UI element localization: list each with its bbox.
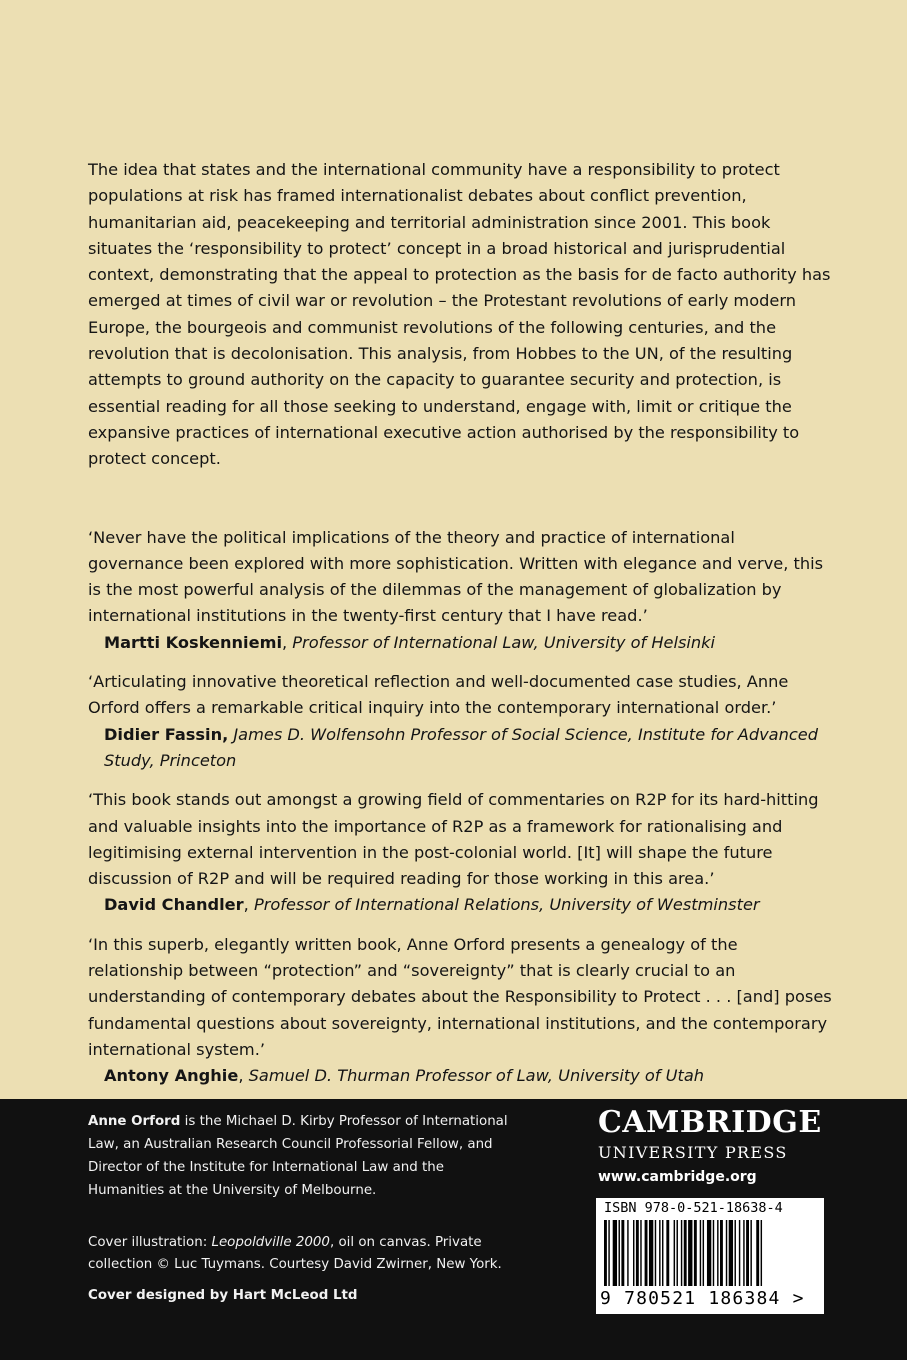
cover-artwork-title: Leopoldville 2000 <box>211 1235 330 1250</box>
barcode-bar <box>756 1220 759 1286</box>
quote-author: Martti Koskenniemi <box>104 632 282 652</box>
publisher-logo-name: CAMBRIDGE <box>598 1105 822 1140</box>
barcode-bar <box>613 1220 617 1286</box>
barcode-bars <box>602 1220 818 1288</box>
barcode-bar <box>608 1220 609 1286</box>
quote-separator: , <box>243 895 254 915</box>
quote-author-title: James D. Wolfensohn Professor of Social Science, Institute for Advanced Study, Princeton <box>104 724 818 770</box>
barcode-bar <box>633 1220 634 1286</box>
back-cover-text <box>88 157 833 1103</box>
cover-credit-prefix: Cover illustration: <box>88 1235 212 1250</box>
barcode-bar <box>707 1220 711 1286</box>
isbn-label: ISBN 978-0-521-18638-4 <box>604 1200 783 1216</box>
quote-separator: , <box>238 1066 249 1086</box>
barcode-bar <box>662 1220 663 1286</box>
quote-author: Didier Fassin, <box>104 724 229 744</box>
quote-separator: , <box>282 632 293 652</box>
barcode-bar <box>666 1220 669 1286</box>
barcode-bar <box>700 1220 701 1286</box>
barcode-bar <box>720 1220 723 1286</box>
cover-illustration-credit <box>88 1232 508 1276</box>
barcode-bar <box>627 1220 628 1286</box>
quote-author: Antony Anghie <box>104 1066 239 1086</box>
quote-text: ‘In this superb, elegantly written book, Anne Orford presents a genealogy of the relationship between “protection” and “sovereignty” that is clearly crucial to an understanding of contemporary debates about the Responsibility to Protect . . . [and] poses fundamental questions about sovereignty, international institutions, and the contemporary international system.’ <box>88 934 832 1059</box>
barcode-bar <box>688 1220 692 1286</box>
isbn-barcode <box>596 1198 824 1314</box>
quote-block <box>88 669 833 774</box>
author-name: Anne Orford <box>88 1114 181 1129</box>
quote-block <box>88 932 833 1090</box>
barcode-bar <box>717 1220 718 1286</box>
book-blurb: The idea that states and the international community have a responsibility to protect populations at risk has framed internationalist debates about conflict prevention, humanitarian aid, peacekeeping and territorial administration since 2001. This book situates the ‘responsibility to protect’ concept in a broad historical and jurisprudential context, demonstrating that the appeal to protection as the basis for de facto authority has emerged at times of civil war or revolution – the Protestant revolutions of early modern Europe, the bourgeois and communist revolutions of the following centuries, and the revolution that is decolonisation. This analysis, from Hobbes to the UN, of the resulting attempts to ground authority on the capacity to guarantee security and protection, is essential reading for all those seeking to understand, engage with, limit or critique the expansive practices of international executive action authorised by the responsibility to protect concept. <box>88 160 831 469</box>
barcode-bar <box>649 1220 653 1286</box>
barcode-bar <box>659 1220 660 1286</box>
barcode-bar <box>713 1220 714 1286</box>
barcode-bar <box>694 1220 697 1286</box>
barcode-bar <box>677 1220 678 1286</box>
quote-author: David Chandler <box>104 895 244 915</box>
barcode-bar <box>746 1220 749 1286</box>
barcode-bar <box>619 1220 620 1286</box>
publisher-logo-subtitle: UNIVERSITY PRESS <box>598 1143 788 1162</box>
cover-credit-rest: , oil on canvas. Private collection © Luc Tuymans. Courtesy David Zwirner, New York. <box>88 1235 502 1272</box>
author-bio-text: is the Michael D. Kirby Professor of International Law, an Australian Research Council Professorial Fellow, and Director of the Institute for International Law and the Humanities at the University of Melbourne. <box>88 1114 508 1198</box>
barcode-bar <box>681 1220 682 1286</box>
barcode-bar <box>645 1220 648 1286</box>
barcode-bar <box>703 1220 704 1286</box>
quote-author-title: Professor of International Relations, University of Westminster <box>253 895 760 915</box>
quote-author-title: Samuel D. Thurman Professor of Law, University of Utah <box>248 1066 705 1086</box>
publisher-url: www.cambridge.org <box>598 1169 757 1185</box>
barcode-bar <box>739 1220 740 1286</box>
barcode-bar <box>726 1220 727 1286</box>
quote-text: ‘This book stands out amongst a growing field of commentaries on R2P for its hard-hitting and valuable insights into the importance of R2P as a framework for rationalising and legitimising external intervention in the post-colonial world. [It] will shape the future discussion of R2P and will be required reading for those working in this area.’ <box>88 790 819 889</box>
barcode-bar <box>743 1220 744 1286</box>
barcode-bar <box>674 1220 675 1286</box>
cover-designer-credit: Cover designed by Hart McLeod Ltd <box>88 1288 358 1303</box>
quote-text: ‘Articulating innovative theoretical reflection and well-documented case studies, Anne Orford offers a remarkable critical inquiry into the contemporary international order.’ <box>88 672 789 718</box>
quote-attribution <box>104 722 833 775</box>
quote-author-title: Professor of International Law, University of Helsinki <box>292 632 716 652</box>
quote-attribution <box>104 892 833 918</box>
barcode-bar <box>750 1220 751 1286</box>
barcode-bar <box>729 1220 733 1286</box>
barcode-bar <box>761 1220 762 1286</box>
footer-band <box>0 1099 907 1360</box>
barcode-bar <box>640 1220 641 1286</box>
quote-attribution <box>104 1063 833 1089</box>
barcode-digits: 9 780521 186384 > <box>600 1288 805 1309</box>
quote-block <box>88 525 833 656</box>
barcode-bar <box>604 1220 607 1286</box>
barcode-bar <box>684 1220 687 1286</box>
quote-text: ‘Never have the political implications of the theory and practice of international governance been explored with more sophistication. Written with elegance and verve, this is the most powerful analysis of the dilemmas of the management of globalization by international institutions in the twenty-first century that I have read.’ <box>88 527 824 626</box>
quote-attribution <box>104 630 833 656</box>
barcode-bar <box>735 1220 736 1286</box>
barcode-bar <box>636 1220 639 1286</box>
author-bio <box>88 1110 508 1202</box>
barcode-bar <box>655 1220 656 1286</box>
barcode-bar <box>621 1220 624 1286</box>
quote-block <box>88 787 833 918</box>
